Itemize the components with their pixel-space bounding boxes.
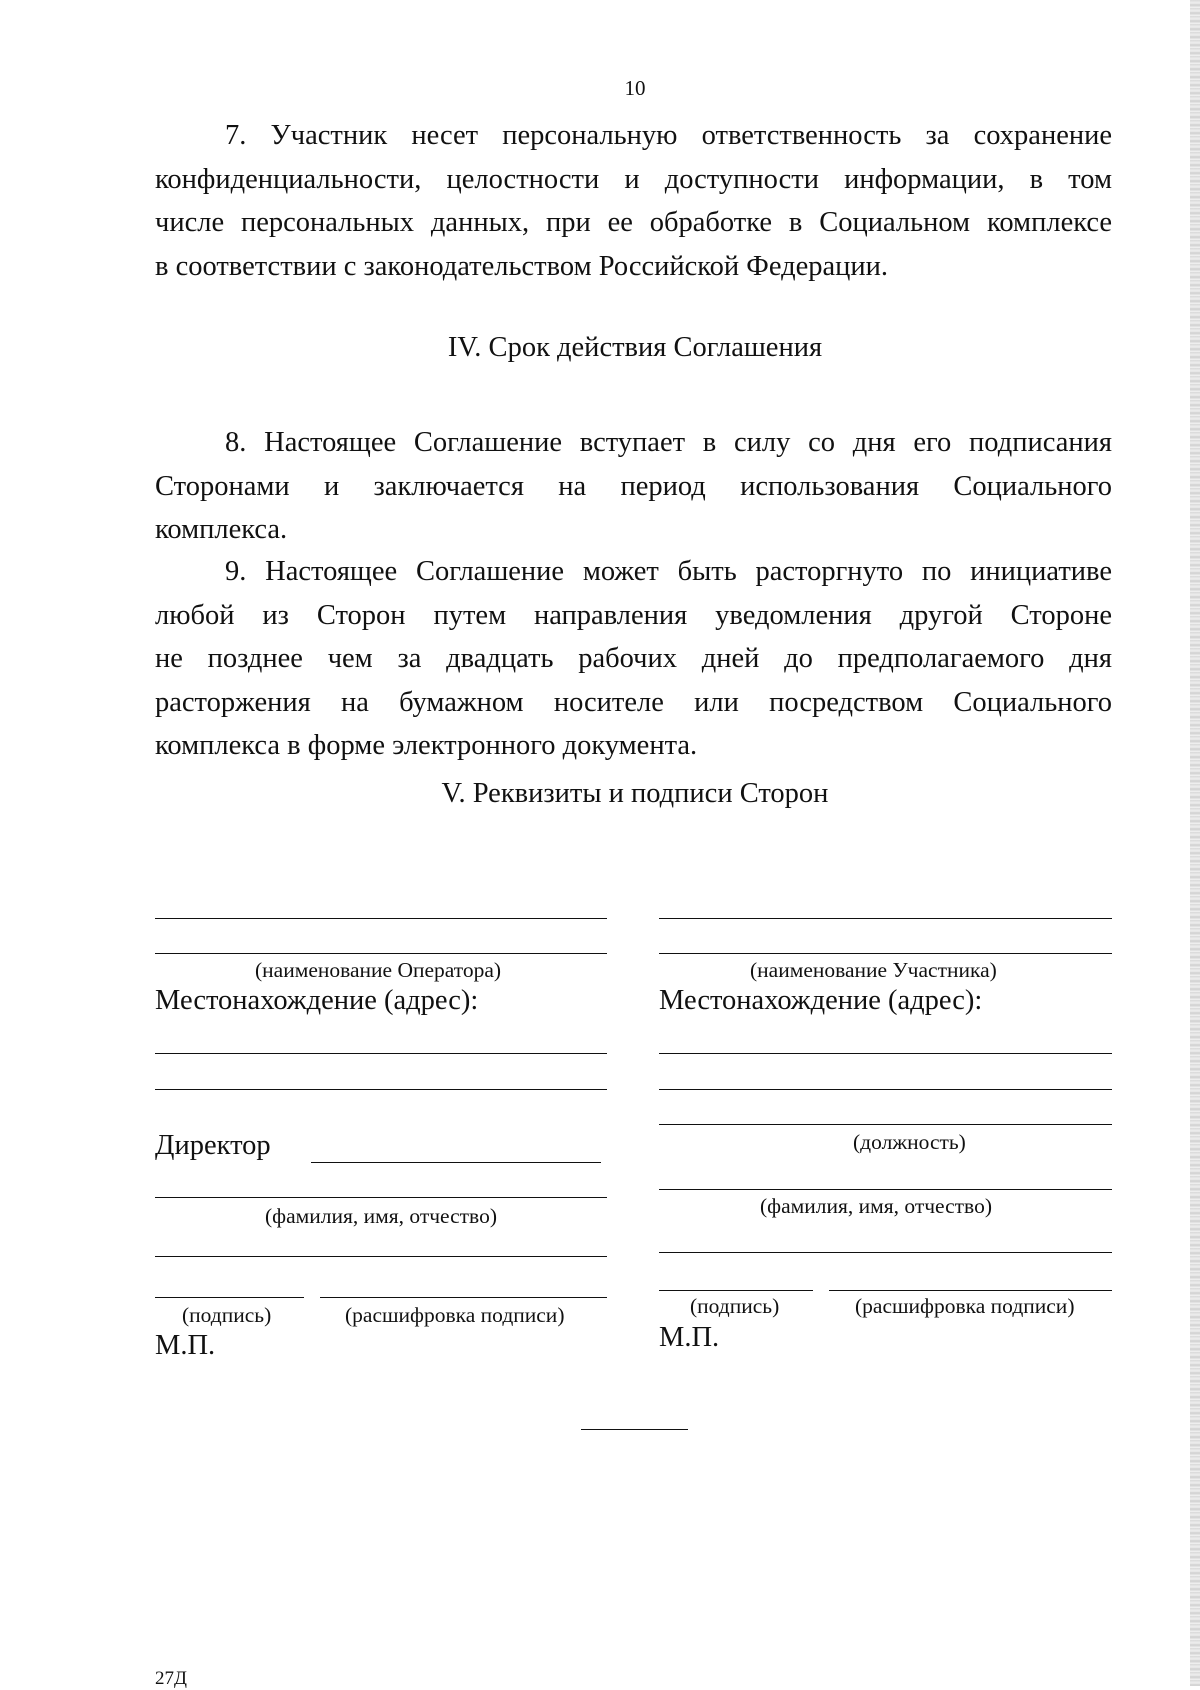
paragraph-line: любой из Сторон путем направления уведомления другой Стороне: [155, 599, 1112, 631]
paragraph-line: 7. Участник несет персональную ответственность за сохранение: [225, 120, 1112, 151]
page-number: 10: [624, 76, 646, 100]
paragraph-line: в соответствии с законодательством Российской Федерации.: [155, 250, 889, 282]
participant-signature-caption: (подпись): [690, 1294, 780, 1318]
operator-decode-caption: (расшифровка подписи): [345, 1303, 565, 1327]
director-signature-line: [311, 1162, 601, 1163]
end-separator: [581, 1429, 688, 1430]
operator-location-label: Местонахождение (адрес):: [155, 985, 479, 1016]
participant-fio-caption: (фамилия, имя, отчество): [760, 1194, 992, 1218]
paragraph-line: числе персональных данных, при ее обработке в Социальном комплексе: [155, 207, 1112, 238]
operator-extra-line: [155, 1256, 607, 1257]
footer-code: 27Д: [155, 1668, 187, 1689]
operator-signature-caption: (подпись): [182, 1303, 272, 1327]
operator-address-line: [155, 1089, 607, 1090]
operator-fio-caption: (фамилия, имя, отчество): [265, 1204, 497, 1228]
operator-stamp: М.П.: [155, 1330, 216, 1361]
paragraph-line: конфиденциальности, целостности и доступности информации, в том: [155, 163, 1112, 195]
participant-stamp: М.П.: [659, 1322, 720, 1353]
paragraph-9: [155, 550, 1112, 768]
participant-address-line: [659, 1053, 1112, 1054]
paragraph-line: 9. Настоящее Соглашение может быть расторгнуто по инициативе: [225, 556, 1112, 587]
section-4-heading: IV. Срок действия Соглашения: [447, 332, 823, 363]
participant-name-line: [659, 918, 1112, 919]
operator-address-line: [155, 1053, 607, 1054]
participant-location-label: Местонахождение (адрес):: [659, 985, 983, 1016]
participant-address-line: [659, 1089, 1112, 1090]
section-5-heading: V. Реквизиты и подписи Сторон: [441, 778, 829, 809]
participant-position-line: [659, 1124, 1112, 1125]
operator-decode-line: [320, 1297, 607, 1298]
paragraph-line: 8. Настоящее Соглашение вступает в силу со дня его подписания: [225, 427, 1112, 458]
paragraph-8: [155, 421, 1112, 552]
operator-name-caption: (наименование Оператора): [255, 958, 502, 982]
paragraph-line: Сторонами и заключается на период использования Социального: [155, 470, 1112, 502]
participant-signature-line: [659, 1290, 813, 1291]
paragraph-line: комплекса в форме электронного документа.: [155, 730, 698, 761]
paragraph-line: комплекса.: [155, 514, 288, 545]
paragraph-7: [155, 114, 1112, 288]
operator-name-line: [155, 918, 607, 919]
director-label: Директор: [155, 1130, 271, 1161]
operator-name-line: [155, 953, 607, 954]
participant-decode-caption: (расшифровка подписи): [855, 1294, 1075, 1318]
operator-signature-line: [155, 1297, 304, 1298]
paragraph-line: не позднее чем за двадцать рабочих дней до предполагаемого дня: [155, 643, 1112, 674]
participant-position-caption: (должность): [853, 1130, 966, 1154]
operator-fio-line: [155, 1197, 607, 1198]
participant-name-line: [659, 953, 1112, 954]
participant-name-caption: (наименование Участника): [750, 958, 997, 982]
paragraph-line: расторжения на бумажном носителе или посредством Социального: [155, 686, 1112, 718]
participant-decode-line: [829, 1290, 1112, 1291]
scan-edge: [1190, 0, 1200, 1686]
participant-extra-line: [659, 1252, 1112, 1253]
participant-fio-line: [659, 1189, 1112, 1190]
